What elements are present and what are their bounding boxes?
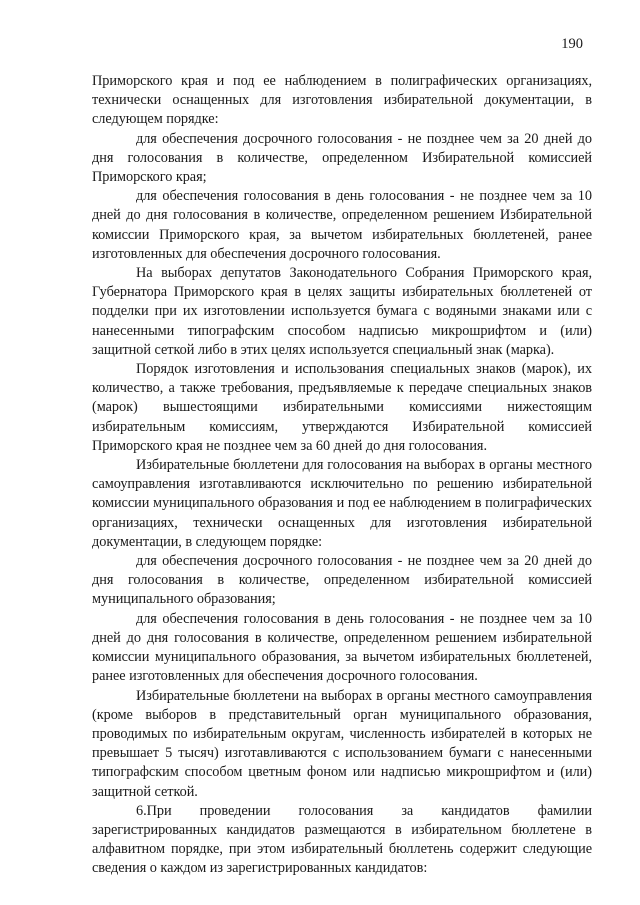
paragraph-4: На выборах депутатов Законодательного Собрания Приморского края, Губернатора Приморского края в целях защиты избирательных бюллетеней от подделки при их изготовлении используется бумага с водяными знаками или с нанесенными типографским способом надписью микрошрифтом и (или) защитной сеткой либо в этих целях используется специальный знак (марка). xyxy=(92,265,592,358)
paragraph-7: для обеспечения досрочного голосования - не позднее чем за 20 дней до дня голосования в количестве, определенном избирательной комиссией муниципального образования; xyxy=(92,553,592,608)
page-number: 190 xyxy=(561,36,583,52)
paragraph-10: 6.При проведении голосования за кандидатов фамилии зарегистрированных кандидатов размещаются в избирательном бюллетене в алфавитном порядке, при этом избирательный бюллетень содержит следующие сведения о каждом из зарегистрированных кандидатов: xyxy=(92,802,592,877)
paragraph-3: для обеспечения голосования в день голосования - не позднее чем за 10 дней до дня голосования в количестве, определенном решением Избирательной комиссии Приморского края, за вычетом избирательных бюллетеней, ранее изготовленных для обеспечения досрочного голосования. xyxy=(92,188,592,262)
paragraph-8: для обеспечения голосования в день голосования - не позднее чем за 10 дней до дня голосования в количестве, определенном решением избирательной комиссии муниципального образования, за вычетом избирательных бюллетеней, ранее изготовленных для обеспечения досрочного голосования. xyxy=(92,610,592,685)
paragraph-1: Приморского края и под ее наблюдением в полиграфических организациях, технически оснащенных для изготовления избирательной документации, в следующем порядке: xyxy=(92,73,592,128)
paragraph-9: Избирательные бюллетени на выборах в органы местного самоуправления (кроме выборов в представительный орган муниципального образования, проводимых по избирательным округам, численность избирателей в которых не превышает 5 тысяч) изготавливаются с использованием бумаги с нанесенными типографским способом цветным фоном или надписью микрошрифтом и (или) защитной сеткой. xyxy=(92,687,592,800)
paragraph-5: Порядок изготовления и использования специальных знаков (марок), их количество, а также требования, предъявляемые к передаче специальных знаков (марок) вышестоящими избирательными комиссиями нижестоящим избирательным комиссиям, утверждаются Избирательной комиссией Приморского края не позднее чем за 60 дней до дня голосования. xyxy=(92,361,592,454)
paragraph-6: Избирательные бюллетени для голосования на выборах в органы местного самоуправления изготавливаются исключительно по решению избирательной комиссии муниципального образования и под ее наблюдением в полиграфических организациях, технически оснащенных для изготовления избирательной документации, в следующем порядке: xyxy=(92,457,592,550)
page-body xyxy=(92,72,592,879)
paragraph-2: для обеспечения досрочного голосования - не позднее чем за 20 дней до дня голосования в количестве, определенном Избирательной комиссией Приморского края; xyxy=(92,130,592,186)
